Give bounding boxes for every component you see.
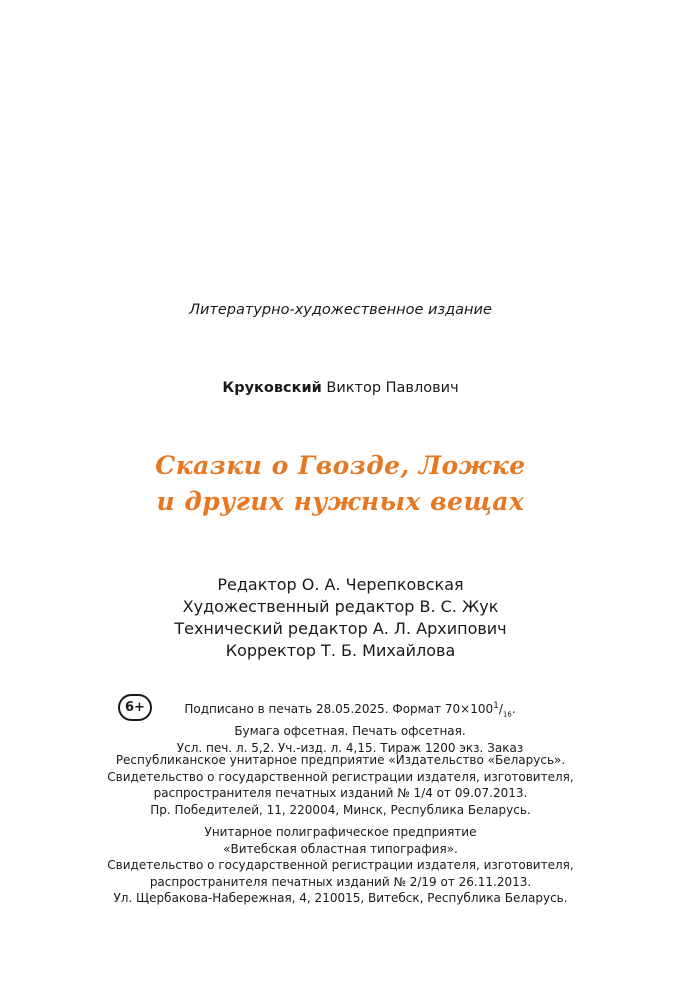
publisher-block: [0, 752, 681, 818]
publisher-line-1: Республиканское унитарное предприятие «Издательство «Беларусь».: [115, 753, 566, 767]
book-title-line-2: и других нужных вещах: [156, 487, 525, 516]
print-info-line-2: Бумага офсетная. Печать офсетная.: [234, 724, 466, 739]
print-info-line-1-text: Подписано в печать 28.05.2025. Формат 70×100: [184, 702, 494, 716]
format-fraction: $^1/_{16}$: [493, 701, 512, 719]
genre-line: Литературно-художественное издание: [189, 302, 492, 318]
print-info-line-1: [150, 698, 550, 723]
publisher-line-4: Пр. Победителей, 11, 220004, Минск, Республика Беларусь.: [150, 802, 531, 817]
author-line: [0, 380, 681, 396]
format-denominator: 16: [502, 710, 512, 719]
printer-line-2: «Витебская областная типография».: [223, 841, 458, 856]
printer-block: [0, 824, 681, 907]
publisher-line-3: распространителя печатных изданий № 1/4 от 09.07.2013.: [153, 786, 528, 800]
credit-art-editor: Художественный редактор В. С. Жук: [182, 597, 499, 616]
printer-line-4: распространителя печатных изданий № 2/19 от 26.11.2013.: [149, 874, 532, 889]
book-title-line-1: Сказки о Гвозде, Ложке: [155, 451, 526, 480]
print-info-line-3: Усл. печ. л. 5,2. Уч.-изд. л. 4,15. Тираж 1200 экз. Заказ: [176, 741, 524, 756]
print-info-line-1-end: .: [511, 702, 516, 716]
format-numerator: 1: [493, 701, 499, 711]
age-rating-badge: 6+: [118, 694, 152, 721]
print-info-block: [150, 698, 550, 757]
author-surname: Круковский: [222, 380, 322, 396]
publisher-line-2: Свидетельство о государственной регистрации издателя, изготовителя,: [107, 769, 574, 784]
credits-block: [0, 574, 681, 662]
credit-editor: Редактор О. А. Черепковская: [217, 575, 464, 594]
printer-line-5: Ул. Щербакова-Набережная, 4, 210015, Витебск, Республика Беларусь.: [113, 891, 568, 905]
printer-line-3: Свидетельство о государственной регистрации издателя, изготовителя,: [107, 858, 574, 872]
credit-proofreader: Корректор Т. Б. Михайлова: [225, 641, 456, 660]
credit-tech-editor: Технический редактор А. Л. Архипович: [174, 619, 507, 638]
author-name: Виктор Павлович: [326, 380, 459, 396]
book-title: [0, 448, 681, 520]
printer-line-1: Унитарное полиграфическое предприятие: [204, 825, 477, 839]
